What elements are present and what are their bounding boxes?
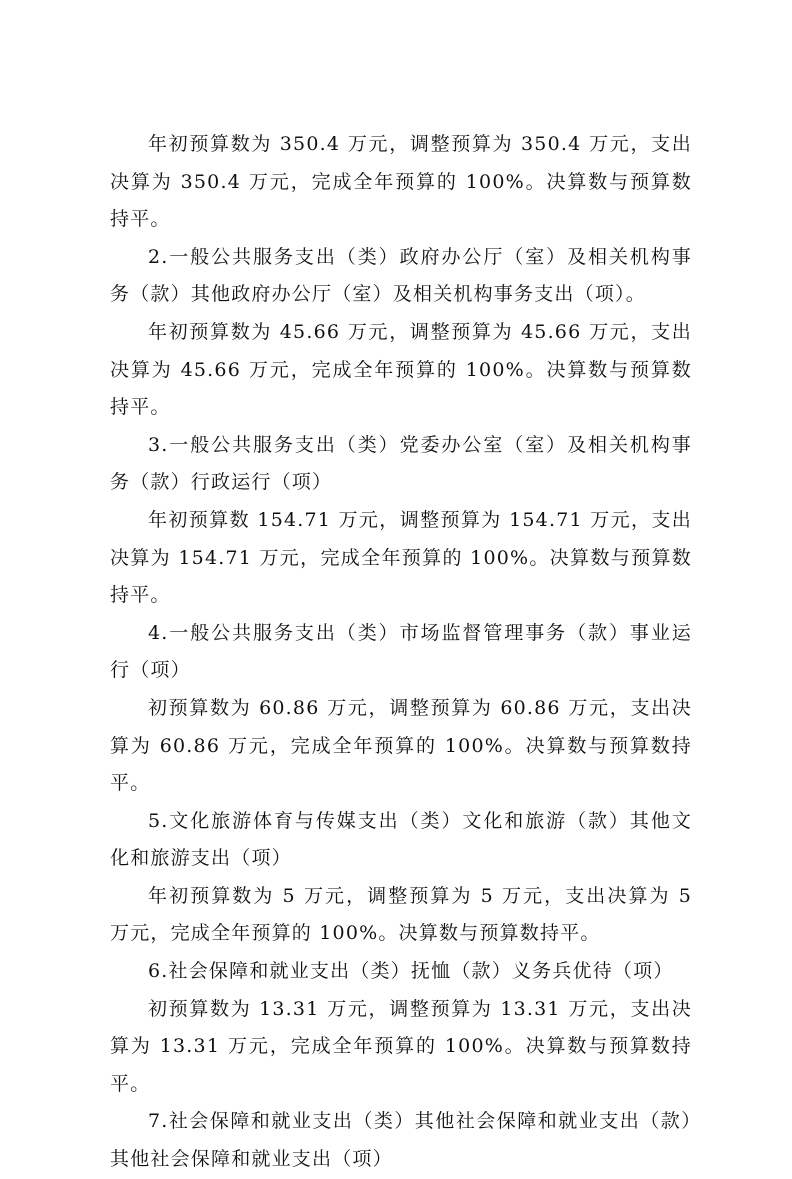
paragraph-budget-item-4: 初预算数为 60.86 万元，调整预算为 60.86 万元，支出决算为 60.86 万元，完成全年预算的 100%。决算数与预算数持平。 [110, 696, 692, 795]
heading-item-6: 6.社会保障和就业支出（类）抚恤（款）义务兵优待（项） [148, 960, 674, 983]
paragraph-budget-item-1: 年初预算数为 350.4 万元，调整预算为 350.4 万元，支出决算为 350.4 万元，完成全年预算的 100%。决算数与预算数持平。 [110, 133, 692, 231]
heading-item-5: 5.文化旅游体育与传媒支出（类）文化和旅游（款）其他文化和旅游支出（项） [110, 809, 692, 870]
paragraph-budget-item-6: 初预算数为 13.31 万元，调整预算为 13.31 万元，支出决算为 13.31 万元，完成全年预算的 100%。决算数与预算数持平。 [110, 997, 692, 1095]
paragraph-budget-item-2: 年初预算数为 45.66 万元，调整预算为 45.66 万元，支出决算为 45.66 万元，完成全年预算的 100%。决算数与预算数持平。 [110, 320, 692, 419]
heading-item-3: 3.一般公共服务支出（类）党委办公室（室）及相关机构事务（款）行政运行（项） [110, 433, 692, 494]
heading-item-2: 2.一般公共服务支出（类）政府办公厅（室）及相关机构事务（款）其他政府办公厅（室）及相关机构事务支出（项）。 [110, 245, 692, 306]
heading-item-4: 4.一般公共服务支出（类）市场监督管理事务（款）事业运行（项） [110, 621, 692, 682]
paragraph-budget-item-3: 年初预算数 154.71 万元，调整预算为 154.71 万元，支出决算为 154.71 万元，完成全年预算的 100%。决算数与预算数持平。 [110, 508, 692, 607]
heading-item-7: 7.社会保障和就业支出（类）其他社会保障和就业支出（款）其他社会保障和就业支出（项） [110, 1110, 692, 1171]
document-body [110, 126, 692, 1179]
paragraph-budget-item-5: 年初预算数为 5 万元，调整预算为 5 万元，支出决算为 5 万元，完成全年预算的 100%。决算数与预算数持平。 [110, 884, 692, 945]
